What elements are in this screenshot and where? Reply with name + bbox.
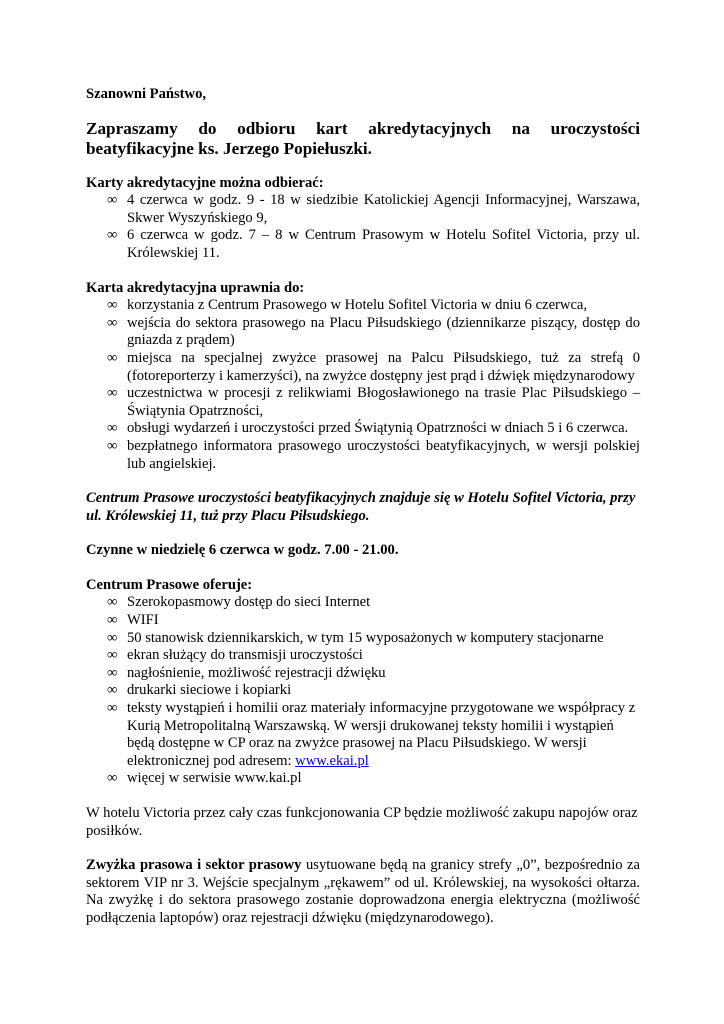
infinity-bullet-icon: ∞ xyxy=(107,612,118,629)
list-item-text: teksty wystąpień i homilii oraz materiały informacyjne przygotowane we współpracy z Kurią Metropolitalną Warszawską. W wersji drukowanej teksty homilii i wystąpień będą dostępne w CP oraz na zwyżce prasowej na Placu Piłsudskiego. W wersji elektronicznej pod adresem: xyxy=(127,700,636,769)
infinity-bullet-icon: ∞ xyxy=(107,385,118,402)
infinity-bullet-icon: ∞ xyxy=(107,297,118,314)
infinity-bullet-icon: ∞ xyxy=(107,770,118,787)
list-item-text: WIFI xyxy=(127,612,159,629)
list-item-text: 6 czerwca w godz. 7 – 8 w Centrum Prasowym w Hotelu Sofitel Victoria, przy ul. Królewskiej 11. xyxy=(127,227,640,261)
infinity-bullet-icon: ∞ xyxy=(107,349,118,366)
greeting: Szanowni Państwo, xyxy=(86,86,207,102)
list-item xyxy=(86,227,640,262)
infinity-bullet-icon: ∞ xyxy=(107,647,118,664)
list-item-text: 4 czerwca w godz. 9 - 18 w siedzibie Katolickiej Agencji Informacyjnej, Warszawa, Skwer Wyszyńskiego 9, xyxy=(127,192,640,226)
infinity-bullet-icon: ∞ xyxy=(107,420,118,437)
list-item xyxy=(86,438,640,473)
list-item xyxy=(86,682,640,700)
food-paragraph: W hotelu Victoria przez cały czas funkcjonowania CP będzie możliwość zakupu napojów oraz posiłków. xyxy=(86,805,638,839)
list-item xyxy=(86,192,640,227)
list-item xyxy=(86,700,640,770)
list-item-text: uczestnictwa w procesji z relikwiami Błogosławionego na trasie Plac Piłsudskiego – Świątynia Opatrzności, xyxy=(127,385,640,419)
infinity-bullet-icon: ∞ xyxy=(107,629,118,646)
list-item-text: ekran służący do transmisji uroczystości xyxy=(127,647,363,664)
list-item-text: bezpłatnego informatora prasowego uroczystości beatyfikacyjnych, w wersji polskiej lub angielskiej. xyxy=(127,437,640,472)
press-platform-lead: Zwyżka prasowa i sektor prasowy xyxy=(86,857,302,874)
location-note: Centrum Prasowe uroczystości beatyfikacyjnych znajduje się w Hotelu Sofitel Victoria, przy ul. Królewskiej 11, tuż przy Placu Piłsudskiego. xyxy=(86,490,636,524)
offers-list xyxy=(86,594,640,788)
list-item-text: drukarki sieciowe i kopiarki xyxy=(127,682,292,699)
pickup-list xyxy=(86,192,640,262)
offers-heading: Centrum Prasowe oferuje: xyxy=(86,576,253,593)
press-platform-text: usytuowane będą na granicy strefy „0”, bezpośrednio za sektorem VIP nr 3. Wejście specjalnym „rękawem” od ul. Królewskiej, na wysokości ołtarza. Na zwyżkę i do sektora prasowego zostanie doprowadzona energia elektryczna (możliwość podłączenia laptopów) oraz rejestracji dźwięku (międzynarodowego). xyxy=(86,857,640,926)
list-item-text: Szerokopasmowy dostęp do sieci Internet xyxy=(127,594,371,611)
infinity-bullet-icon: ∞ xyxy=(107,227,118,244)
pickup-heading: Karty akredytacyjne można odbierać: xyxy=(86,174,324,191)
list-item xyxy=(86,594,640,612)
list-item-text: więcej w serwisie www.kai.pl xyxy=(127,770,302,787)
list-item-text: nagłośnienie, możliwość rejestracji dźwięku xyxy=(127,664,386,681)
offers-section xyxy=(86,577,640,788)
infinity-bullet-icon: ∞ xyxy=(107,664,118,681)
list-item-text: obsługi wydarzeń i uroczystości przed Świątynią Opatrzności w dniach 5 i 6 czerwca. xyxy=(127,420,629,437)
entitlements-section xyxy=(86,280,640,474)
infinity-bullet-icon: ∞ xyxy=(107,700,118,717)
list-item xyxy=(86,770,640,788)
ekai-link[interactable]: www.ekai.pl xyxy=(295,752,369,769)
list-item-text: miejsca na specjalnej zwyżce prasowej na Palcu Piłsudskiego, tuż za strefą 0 (fotoreporterzy i kamerzyści), na zwyżce dostępny jest prąd i dźwięk międzynarodowy xyxy=(127,349,640,384)
pickup-section xyxy=(86,175,640,263)
infinity-bullet-icon: ∞ xyxy=(107,314,118,331)
list-item xyxy=(86,385,640,420)
list-item xyxy=(86,297,640,315)
list-item xyxy=(86,420,640,438)
infinity-bullet-icon: ∞ xyxy=(107,682,118,699)
document-title: Zapraszamy do odbioru kart akredytacyjnych na uroczystości beatyfikacyjne ks. Jerzego Popiełuszki. xyxy=(86,118,640,159)
list-item xyxy=(86,350,640,385)
opening-hours: Czynne w niedzielę 6 czerwca w godz. 7.00 - 21.00. xyxy=(86,542,399,559)
list-item-text: 50 stanowisk dziennikarskich, w tym 15 wyposażonych w komputery stacjonarne xyxy=(127,629,604,646)
press-platform-paragraph xyxy=(86,857,640,927)
list-item-text: wejścia do sektora prasowego na Placu Piłsudskiego (dziennikarze piszący, dostęp do gniazda z prądem) xyxy=(127,314,640,349)
list-item xyxy=(86,612,640,630)
infinity-bullet-icon: ∞ xyxy=(107,437,118,454)
list-item xyxy=(86,647,640,665)
list-item xyxy=(86,630,640,648)
list-item xyxy=(86,665,640,683)
entitlements-list xyxy=(86,297,640,473)
list-item-text: korzystania z Centrum Prasowego w Hotelu Sofitel Victoria w dniu 6 czerwca, xyxy=(127,297,588,314)
infinity-bullet-icon: ∞ xyxy=(107,192,118,209)
list-item xyxy=(86,315,640,350)
document-page xyxy=(86,86,640,945)
infinity-bullet-icon: ∞ xyxy=(107,594,118,611)
entitlements-heading: Karta akredytacyjna uprawnia do: xyxy=(86,279,305,296)
